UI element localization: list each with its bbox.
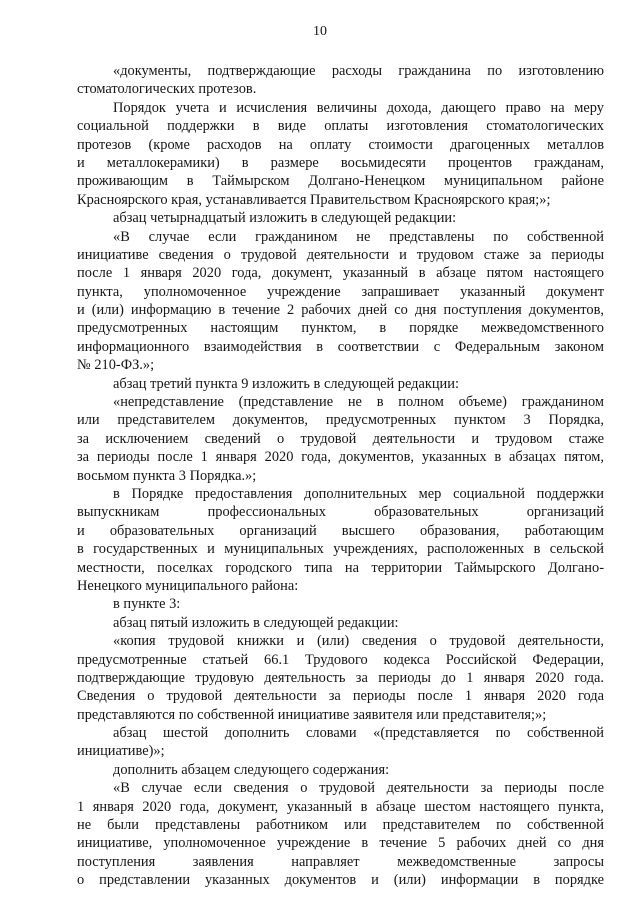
text-line: и образовательных организаций высшего образования, работающим: [77, 522, 604, 539]
text-line: в пункте 3:: [113, 596, 181, 613]
text-line: Красноярского края, устанавливается Правительством Красноярского края;»;: [77, 191, 551, 208]
text-line: инициативе)»;: [77, 743, 165, 760]
text-line: абзац четырнадцатый изложить в следующей редакции:: [113, 210, 457, 227]
text-line: в Порядке предоставления дополнительных мер социальной поддержки: [113, 485, 604, 502]
text-line: стоматологических протезов.: [77, 81, 257, 98]
text-line: «В случае если гражданином не представлены по собственной: [113, 228, 604, 245]
text-line: социальной поддержки в виде оплаты изготовления стоматологических: [77, 118, 604, 135]
text-line: поступления заявления направляет межведомственные запросы: [77, 853, 604, 870]
text-line: о представлении указанных документов и (или) информации в порядке: [77, 872, 604, 889]
page-number: 10: [313, 24, 327, 39]
text-line: за периоды после 1 января 2020 года, документов, указанных в абзацах пятом,: [77, 449, 604, 466]
text-line: пункта, уполномоченное учреждение запрашивает указанный документ: [77, 283, 604, 300]
text-line: «непредставление (представление не в полном объеме) гражданином: [113, 394, 604, 411]
text-line: и металлокерамики) в размере восьмидесяти процентов гражданам,: [77, 154, 604, 171]
text-line: восьмом пункта 3 Порядка.»;: [77, 467, 257, 484]
text-line: Порядок учета и исчисления величины дохода, дающего право на меру: [113, 99, 604, 116]
text-line: проживающим в Таймырском Долгано-Ненецком муниципальном районе: [77, 173, 604, 190]
text-line: «документы, подтверждающие расходы гражданина по изготовлению: [113, 63, 604, 79]
text-line: протезов (кроме расходов на оплату стоимости драгоценных металлов: [77, 136, 604, 153]
text-line: в государственных и муниципальных учреждениях, расположенных в сельской: [77, 541, 604, 558]
text-line: за исключением сведений о трудовой деятельности и трудовом стаже: [77, 430, 604, 447]
text-line: и (или) информацию в течение 2 рабочих дней со дня поступления документов,: [77, 302, 604, 319]
text-line: подтверждающие трудовую деятельность за периоды до 1 января 2020 года.: [77, 669, 604, 686]
text-line: «копия трудовой книжки и (или) сведения о трудовой деятельности,: [113, 633, 604, 650]
text-line: местности, поселках городского типа на территории Таймырского Долгано-: [77, 559, 604, 576]
text-line: абзац третий пункта 9 изложить в следующей редакции:: [113, 375, 459, 392]
text-line: информационного взаимодействия в соответствии с Федеральным законом: [77, 338, 604, 355]
text-line: не были представлены работником или представителем по собственной: [77, 817, 604, 834]
text-line: инициативе, уполномоченное учреждение в течение 5 рабочих дней со дня: [77, 835, 604, 852]
document-body: [77, 62, 604, 890]
text-line: дополнить абзацем следующего содержания:: [113, 761, 390, 778]
text-line: после 1 января 2020 года, документ, указанный в абзаце пятом настоящего: [77, 265, 604, 282]
text-line: абзац шестой дополнить словами «(представляется по собственной: [113, 725, 604, 742]
text-line: Ненецкого муниципального района:: [77, 577, 299, 594]
text-line: абзац пятый изложить в следующей редакции:: [113, 614, 399, 631]
text-line: Сведения о трудовой деятельности за периоды после 1 января 2020 года: [77, 688, 604, 705]
text-line: предусмотренные статьей 66.1 Трудового кодекса Российской Федерации,: [77, 651, 604, 668]
text-line: или представителем документов, предусмотренных пунктом 3 Порядка,: [77, 412, 604, 429]
text-line: представляются по собственной инициативе заявителя или представителя;»;: [77, 706, 547, 723]
text-line: выпускникам профессиональных образовательных организаций: [77, 504, 604, 521]
text-line: инициативе сведения о трудовой деятельности и трудовом стаже за периоды: [77, 246, 604, 263]
text-line: 1 января 2020 года, документ, указанный в абзаце шестом настоящего пункта,: [77, 798, 604, 815]
text-line: № 210-ФЗ.»;: [77, 357, 155, 374]
text-line: «В случае если сведения о трудовой деятельности за периоды после: [113, 780, 604, 797]
text-line: предусмотренных настоящим пунктом, в порядке межведомственного: [77, 320, 604, 337]
